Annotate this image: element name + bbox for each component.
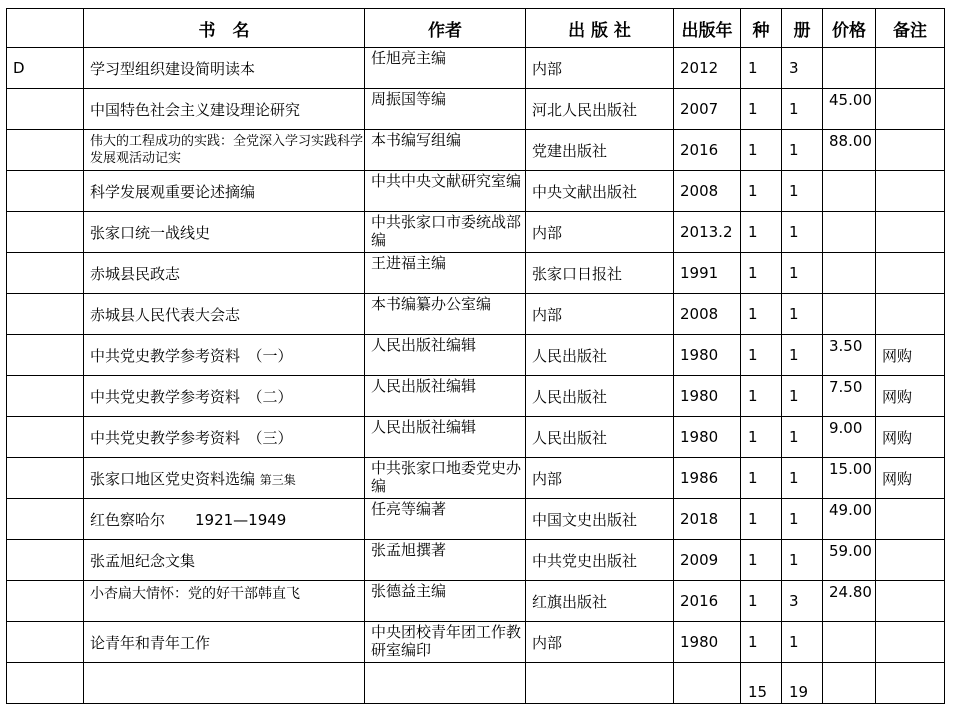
cell-author: 王进福主编 (365, 253, 526, 294)
cell-title: 中共党史教学参考资料 （一） (84, 335, 365, 376)
cell-kinds: 1 (741, 294, 782, 335)
cell-author: 中共张家口地委党史办编 (365, 458, 526, 499)
cell-price: 49.00 (823, 499, 876, 540)
cell-notes: 网购 (876, 376, 945, 417)
table-row (7, 89, 945, 130)
table-row (7, 376, 945, 417)
cell-kinds: 1 (741, 499, 782, 540)
header-year: 出版年 (674, 9, 741, 48)
table-row (7, 253, 945, 294)
cell-price (823, 48, 876, 89)
cell-publisher: 内部 (526, 622, 674, 663)
cell-notes: 网购 (876, 335, 945, 376)
cell-price (823, 171, 876, 212)
cell-title: 张孟旭纪念文集 (84, 540, 365, 581)
table-row (7, 294, 945, 335)
cell-volumes: 1 (782, 89, 823, 130)
cell-empty (674, 663, 741, 704)
cell-author: 中共中央文献研究室编 (365, 171, 526, 212)
cell-volumes: 1 (782, 458, 823, 499)
cell-publisher: 中央文献出版社 (526, 171, 674, 212)
cell-year: 2008 (674, 294, 741, 335)
header-price: 价格 (823, 9, 876, 48)
cell-classification (7, 335, 84, 376)
cell-kinds: 1 (741, 540, 782, 581)
table-row (7, 499, 945, 540)
cell-classification (7, 376, 84, 417)
header-classification (7, 9, 84, 48)
cell-publisher: 内部 (526, 294, 674, 335)
cell-notes (876, 171, 945, 212)
cell-year: 2012 (674, 48, 741, 89)
cell-classification (7, 499, 84, 540)
cell-publisher: 人民出版社 (526, 376, 674, 417)
cell-title: 红色察哈尔 1921—1949 (84, 499, 365, 540)
table-header-row (7, 9, 945, 48)
cell-year: 2016 (674, 130, 741, 171)
cell-classification (7, 540, 84, 581)
cell-kinds: 1 (741, 581, 782, 622)
cell-kinds: 1 (741, 212, 782, 253)
cell-notes (876, 48, 945, 89)
cell-volumes: 1 (782, 130, 823, 171)
cell-notes (876, 130, 945, 171)
cell-price: 3.50 (823, 335, 876, 376)
table-row (7, 622, 945, 663)
cell-volumes: 1 (782, 294, 823, 335)
cell-kinds: 1 (741, 376, 782, 417)
header-notes: 备注 (876, 9, 945, 48)
cell-kinds: 1 (741, 130, 782, 171)
cell-price: 9.00 (823, 417, 876, 458)
cell-publisher: 人民出版社 (526, 417, 674, 458)
cell-volumes: 1 (782, 376, 823, 417)
header-publisher: 出 版 社 (526, 9, 674, 48)
cell-volumes: 3 (782, 48, 823, 89)
header-author: 作者 (365, 9, 526, 48)
cell-year: 1991 (674, 253, 741, 294)
cell-kinds: 1 (741, 335, 782, 376)
cell-classification (7, 458, 84, 499)
cell-classification (7, 622, 84, 663)
cell-classification (7, 253, 84, 294)
cell-volumes: 1 (782, 212, 823, 253)
cell-empty (365, 663, 526, 704)
cell-title: 赤城县民政志 (84, 253, 365, 294)
cell-author: 本书编纂办公室编 (365, 294, 526, 335)
cell-price: 45.00 (823, 89, 876, 130)
cell-title (84, 458, 365, 499)
cell-title: 中共党史教学参考资料 （二） (84, 376, 365, 417)
cell-notes (876, 253, 945, 294)
cell-price (823, 212, 876, 253)
cell-notes (876, 581, 945, 622)
cell-price: 88.00 (823, 130, 876, 171)
cell-publisher: 内部 (526, 458, 674, 499)
cell-kinds: 1 (741, 171, 782, 212)
cell-empty (526, 663, 674, 704)
cell-classification: D (7, 48, 84, 89)
cell-year: 2007 (674, 89, 741, 130)
cell-publisher: 内部 (526, 48, 674, 89)
cell-author: 张德益主编 (365, 581, 526, 622)
cell-publisher: 人民出版社 (526, 335, 674, 376)
cell-price (823, 253, 876, 294)
header-title: 书 名 (84, 9, 365, 48)
cell-title: 科学发展观重要论述摘编 (84, 171, 365, 212)
book-list-table (6, 8, 945, 704)
cell-kinds: 1 (741, 622, 782, 663)
table-row (7, 171, 945, 212)
cell-price: 15.00 (823, 458, 876, 499)
cell-title: 张家口统一战线史 (84, 212, 365, 253)
cell-year: 2013.2 (674, 212, 741, 253)
table-row (7, 458, 945, 499)
cell-author: 人民出版社编辑 (365, 376, 526, 417)
header-kinds: 种 (741, 9, 782, 48)
cell-classification (7, 212, 84, 253)
cell-price (823, 622, 876, 663)
cell-title: 中共党史教学参考资料 （三） (84, 417, 365, 458)
header-volumes: 册 (782, 9, 823, 48)
cell-year: 1980 (674, 376, 741, 417)
cell-empty (876, 663, 945, 704)
cell-publisher: 河北人民出版社 (526, 89, 674, 130)
cell-price (823, 294, 876, 335)
table-row (7, 417, 945, 458)
cell-notes: 网购 (876, 458, 945, 499)
cell-notes: 网购 (876, 417, 945, 458)
cell-volumes: 1 (782, 253, 823, 294)
cell-title: 论青年和青年工作 (84, 622, 365, 663)
cell-volumes: 3 (782, 581, 823, 622)
cell-kinds: 1 (741, 48, 782, 89)
cell-empty (84, 663, 365, 704)
cell-year: 2018 (674, 499, 741, 540)
cell-author: 任亮等编著 (365, 499, 526, 540)
table-row (7, 48, 945, 89)
cell-publisher: 内部 (526, 212, 674, 253)
cell-year: 2016 (674, 581, 741, 622)
cell-volumes: 1 (782, 622, 823, 663)
cell-title: 中国特色社会主义建设理论研究 (84, 89, 365, 130)
cell-kinds: 1 (741, 417, 782, 458)
cell-title: 学习型组织建设简明读本 (84, 48, 365, 89)
totals-row (7, 663, 945, 704)
cell-classification (7, 581, 84, 622)
cell-year: 1980 (674, 335, 741, 376)
cell-author: 本书编写组编 (365, 130, 526, 171)
cell-notes (876, 540, 945, 581)
cell-volumes: 1 (782, 499, 823, 540)
cell-publisher: 中共党史出版社 (526, 540, 674, 581)
cell-notes (876, 499, 945, 540)
title-suffix: 第三集 (259, 472, 296, 487)
cell-title: 伟大的工程成功的实践：全党深入学习实践科学发展观活动记实 (84, 130, 365, 171)
cell-title: 小杏扁大情怀：党的好干部韩直飞 (84, 581, 365, 622)
cell-price: 7.50 (823, 376, 876, 417)
cell-author: 任旭亮主编 (365, 48, 526, 89)
cell-year: 2008 (674, 171, 741, 212)
cell-classification (7, 130, 84, 171)
cell-author: 中央团校青年团工作教研室编印 (365, 622, 526, 663)
cell-kinds: 1 (741, 253, 782, 294)
cell-year: 1980 (674, 622, 741, 663)
cell-classification (7, 417, 84, 458)
cell-kinds: 1 (741, 458, 782, 499)
cell-volumes: 1 (782, 417, 823, 458)
cell-classification (7, 171, 84, 212)
cell-price: 24.80 (823, 581, 876, 622)
cell-volumes: 1 (782, 335, 823, 376)
cell-classification (7, 89, 84, 130)
table-row (7, 212, 945, 253)
cell-volumes: 1 (782, 171, 823, 212)
cell-year: 2009 (674, 540, 741, 581)
table-row (7, 540, 945, 581)
cell-notes (876, 622, 945, 663)
cell-volumes: 1 (782, 540, 823, 581)
cell-empty (7, 663, 84, 704)
cell-publisher: 红旗出版社 (526, 581, 674, 622)
cell-price: 59.00 (823, 540, 876, 581)
table-row (7, 130, 945, 171)
cell-author: 张孟旭撰著 (365, 540, 526, 581)
cell-publisher: 党建出版社 (526, 130, 674, 171)
total-kinds: 15 (741, 663, 782, 704)
cell-publisher: 张家口日报社 (526, 253, 674, 294)
cell-author: 人民出版社编辑 (365, 417, 526, 458)
cell-notes (876, 212, 945, 253)
cell-notes (876, 294, 945, 335)
cell-empty (823, 663, 876, 704)
cell-year: 1986 (674, 458, 741, 499)
cell-kinds: 1 (741, 89, 782, 130)
cell-publisher: 中国文史出版社 (526, 499, 674, 540)
table-row (7, 335, 945, 376)
cell-author: 中共张家口市委统战部编 (365, 212, 526, 253)
cell-notes (876, 89, 945, 130)
table-row (7, 581, 945, 622)
cell-author: 周振国等编 (365, 89, 526, 130)
cell-author: 人民出版社编辑 (365, 335, 526, 376)
total-volumes: 19 (782, 663, 823, 704)
cell-year: 1980 (674, 417, 741, 458)
title-text: 张家口地区党史资料选编 (90, 469, 256, 488)
cell-title: 赤城县人民代表大会志 (84, 294, 365, 335)
cell-classification (7, 294, 84, 335)
